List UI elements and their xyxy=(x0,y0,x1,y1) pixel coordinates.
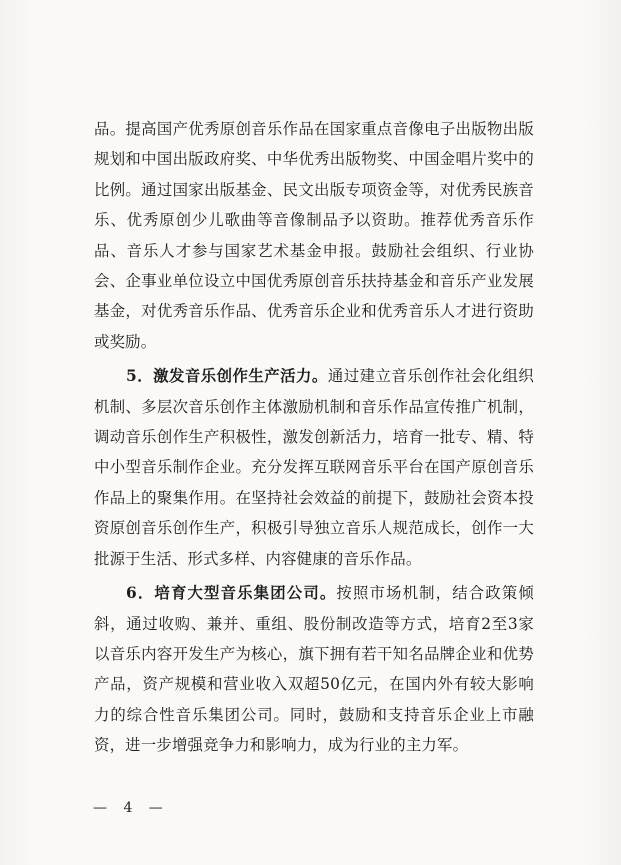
paragraph-section-5 xyxy=(94,361,534,574)
paragraph-continuation: 品。提高国产优秀原创音乐作品在国家重点音像电子出版物出版规划和中国出版政府奖、中华优秀出版物奖、中国金唱片奖中的比例。通过国家出版基金、民文出版专项资金等，对优秀民族音乐、优秀原创少儿歌曲等音像制品予以资助。推荐优秀音乐作品、音乐人才参与国家艺术基金申报。鼓励社会组织、行业协会、企事业单位设立中国优秀原创音乐扶持基金和音乐产业发展基金，对优秀音乐作品、优秀音乐企业和优秀音乐人才进行资助或奖励。 xyxy=(94,120,534,351)
section-6-body: 按照市场机制，结合政策倾斜，通过收购、兼并、重组、股份制改造等方式，培育2至3家以音乐内容开发生产为核心，旗下拥有若干知名品牌企业和优势产品，资产规模和营业收入双超50亿元，在国内外有较大影响力的综合性音乐集团公司。同时，鼓励和支持音乐企业上市融资，进一步增强竞争力和影响力，成为行业的主力军。 xyxy=(94,584,534,755)
page-number: — 4 — xyxy=(93,800,169,816)
section-5-body: 通过建立音乐创作社会化组织机制、多层次音乐创作主体激励机制和音乐作品宣传推广机制，调动音乐创作生产积极性，激发创新活力，培育一批专、精、特中小型音乐制作企业。充分发挥互联网音乐平台在国产原创音乐作品上的聚集作用。在坚持社会效益的前提下，鼓励社会资本投资原创音乐创作生产，积极引导独立音乐人规范成长，创作一大批源于生活、形式多样、内容健康的音乐作品。 xyxy=(94,367,535,568)
section-6-heading: 6．培育大型音乐集团公司。 xyxy=(126,584,337,603)
section-5-heading: 5．激发音乐创作生产活力。 xyxy=(126,367,328,386)
paragraph-section-6 xyxy=(94,578,534,760)
document-body xyxy=(94,114,534,761)
